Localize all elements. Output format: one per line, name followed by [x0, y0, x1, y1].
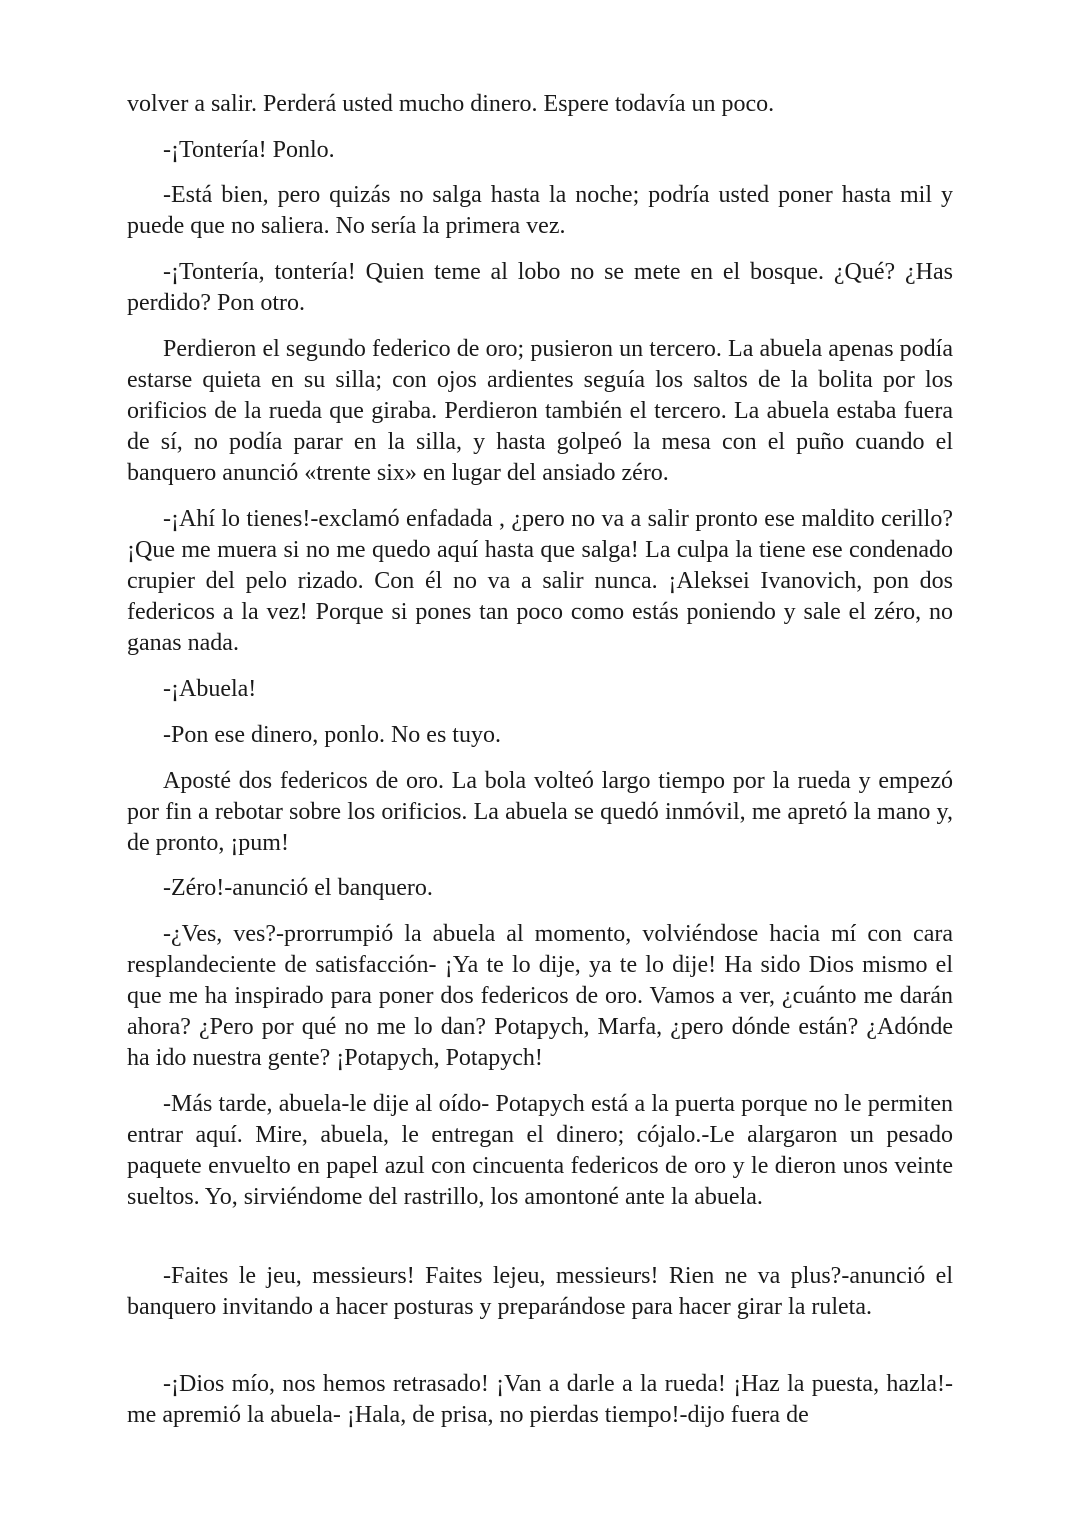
paragraph: Aposté dos federicos de oro. La bola volteó largo tiempo por la rueda y empezó por fin a rebotar sobre los orificios. La abuela se quedó inmóvil, me apretó la mano y, de pronto, ¡pum!: [127, 768, 953, 856]
paragraph: -¡Dios mío, nos hemos retrasado! ¡Van a darle a la rueda! ¡Haz la puesta, hazla!-me apremió la abuela- ¡Hala, de prisa, no pierdas tiempo!-dijo fuera de: [127, 1371, 953, 1428]
paragraph: Perdieron el segundo federico de oro; pusieron un tercero. La abuela apenas podía estarse quieta en su silla; con ojos ardientes seguía los saltos de la bolita por los orificios de la rueda que giraba. Perdieron también el tercero. La abuela estaba fuera de sí, no podía parar en la silla, y hasta golpeó la mesa con el puño cuando el banquero anunció «trente six» en lugar del ansiado zéro.: [127, 336, 953, 486]
paragraph: -Pon ese dinero, ponlo. No es tuyo.: [163, 722, 501, 748]
paragraph: -Está bien, pero quizás no salga hasta la noche; podría usted poner hasta mil y puede que no saliera. No sería la primera vez.: [127, 182, 953, 239]
paragraph: -Zéro!-anunció el banquero.: [163, 875, 433, 901]
paragraph: -¡Tontería, tontería! Quien teme al lobo no se mete en el bosque. ¿Qué? ¿Has perdido? Pon otro.: [127, 259, 953, 316]
paragraph: -Más tarde, abuela-le dije al oído- Potapych está a la puerta porque no le permiten entrar aquí. Mire, abuela, le entregan el dinero; cójalo.-Le alargaron un pesado paquete envuelto en papel azul con cincuenta federicos de oro y le dieron unos veinte sueltos. Yo, sirviéndome del rastrillo, los amontoné ante la abuela.: [127, 1091, 953, 1210]
paragraph: -¡Abuela!: [163, 676, 257, 702]
paragraph: -¡Tontería! Ponlo.: [163, 137, 335, 163]
paragraph-continuation: volver a salir. Perderá usted mucho dinero. Espere todavía un poco.: [127, 91, 775, 117]
paragraph: -¿Ves, ves?-prorrumpió la abuela al momento, volviéndose hacia mí con cara resplandeciente de satisfacción- ¡Ya te lo dije, ya te lo dije! Ha sido Dios mismo el que me ha inspirado para poner dos federicos de oro. Vamos a ver, ¿cuánto me darán ahora? ¿Pero por qué no me lo dan? Potapych, Marfa, ¿pero dónde están? ¿Adónde ha ido nuestra gente? ¡Potapych, Potapych!: [127, 921, 953, 1071]
paragraph: -Faites le jeu, messieurs! Faites lejeu, messieurs! Rien ne va plus?-anunció el banquero invitando a hacer posturas y preparándose para hacer girar la ruleta.: [127, 1263, 953, 1320]
paragraph: -¡Ahí lo tienes!-exclamó enfadada , ¿pero no va a salir pronto ese maldito cerillo? ¡Que me muera si no me quedo aquí hasta que salga! La culpa la tiene ese condenado crupier del pelo rizado. Con él no va a salir nunca. ¡Aleksei Ivanovich, pon dos federicos a la vez! Porque si pones tan poco como estás poniendo y sale el zéro, no ganas nada.: [127, 506, 953, 656]
